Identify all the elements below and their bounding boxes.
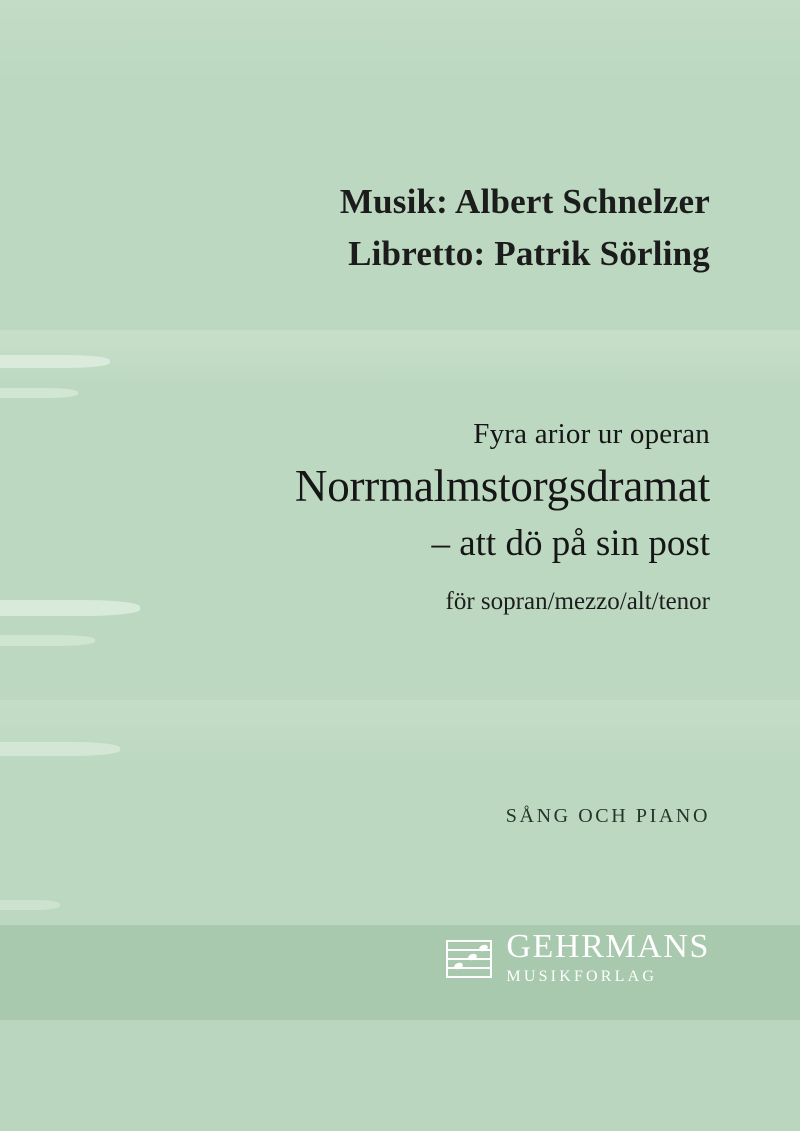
publisher-logo xyxy=(446,930,710,985)
format-line: SÅNG OCH PIANO xyxy=(505,805,710,827)
title-block xyxy=(295,412,710,620)
publisher-subtitle: MUSIKFORLAG xyxy=(506,968,658,985)
credits-block xyxy=(340,176,710,280)
instrumentation: för sopran/mezzo/alt/tenor xyxy=(445,588,710,615)
libretto-credit: Libretto: Patrik Sörling xyxy=(348,234,710,273)
publisher-name: GEHRMANS xyxy=(506,928,710,965)
supertitle: Fyra arior ur operan xyxy=(473,418,710,450)
music-credit: Musik: Albert Schnelzer xyxy=(339,182,710,221)
page-title: Norrmalmstorgsdramat xyxy=(294,461,710,511)
subtitle: – att dö på sin post xyxy=(431,523,710,564)
music-staff-icon xyxy=(446,932,492,984)
